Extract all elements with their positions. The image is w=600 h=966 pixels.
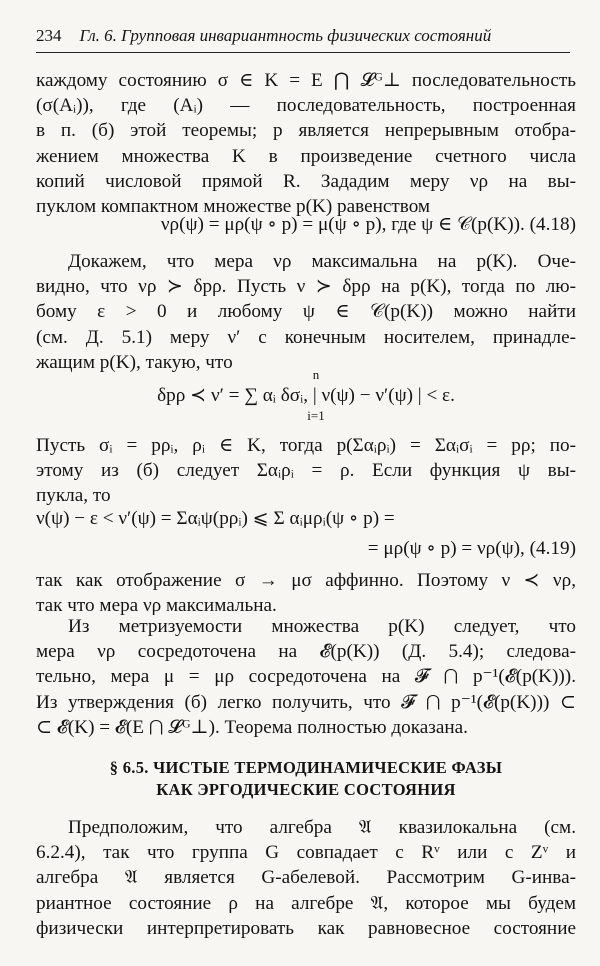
text-line: в п. (б) этой теоремы; p является непрерывным отобра- bbox=[36, 120, 576, 142]
text-line: пукла, то bbox=[36, 485, 111, 507]
text-line: Докажем, что мера νρ максимальна на p(K). Оче- bbox=[68, 251, 576, 272]
text-line: жащим p(K), такую, что bbox=[36, 351, 233, 373]
running-header bbox=[36, 26, 570, 46]
text-line: видно, что νρ ≻ δpρ. Пусть ν ≻ δpρ на p(K), тогда по лю- bbox=[36, 276, 576, 298]
sum-upper-limit: n bbox=[312, 367, 320, 382]
text-line: так что мера νρ максимальна. bbox=[36, 595, 277, 617]
paragraph-5 bbox=[36, 614, 576, 740]
text-line: физически интерпретировать как равновесное состояние bbox=[36, 917, 576, 939]
text-line: риантное состояние ρ на алгебре 𝔄, которое мы будем bbox=[36, 892, 576, 914]
text-line: (см. Д. 5.1) меру ν′ с конечным носителем, принадле- bbox=[36, 326, 576, 348]
text-line: ⊂ 𝓔(K) = 𝓔(E ⋂ 𝓛ᴳ⊥). Теорема полностью доказана. bbox=[36, 716, 468, 738]
page-number: 234 bbox=[36, 26, 62, 45]
text-line: Предположим, что алгебра 𝔄 квазилокальна (см. bbox=[68, 817, 576, 838]
text-line: так как отображение σ → μσ аффинно. Поэтому ν ≺ νρ, bbox=[36, 570, 576, 591]
header-rule bbox=[36, 52, 570, 53]
formula: νρ(ψ) = μρ(ψ ∘ p) = μ(ψ ∘ p), где ψ ∈ 𝒞(p(K)). (4.18) bbox=[160, 214, 576, 235]
text-line: Из метризуемости множества p(K) следует, что bbox=[68, 616, 576, 637]
formula: δpρ ≺ ν′ = ∑ αᵢ δσᵢ, | ν(ψ) − ν′(ψ) | < ε. bbox=[157, 385, 455, 406]
equation-4-18 bbox=[36, 212, 576, 238]
text-line: мера νρ сосредоточена на 𝓔(p(K)) (Д. 5.4); следова- bbox=[36, 641, 576, 663]
text-line: пуклом компактном множестве p(K) равенством bbox=[36, 195, 431, 217]
text-line: жением множества K в произведение счетного числа bbox=[36, 145, 576, 167]
paragraph-2 bbox=[36, 249, 576, 375]
text-line: (σ(Aᵢ)), где (Aᵢ) — последовательность, построенная bbox=[36, 95, 576, 117]
paragraph-1 bbox=[36, 68, 576, 219]
equation-4-19 bbox=[36, 506, 576, 562]
paragraph-3 bbox=[36, 433, 576, 509]
section-heading-line: § 6.5. ЧИСТЫЕ ТЕРМОДИНАМИЧЕСКИЕ ФАЗЫ bbox=[109, 758, 503, 777]
sum-formula bbox=[36, 383, 576, 409]
text-line: Из утверждения (б) легко получить, что 𝓕 ⋂ p⁻¹(𝓔(p(K))) ⊂ bbox=[36, 691, 576, 713]
running-title: Гл. 6. Групповая инвариантность физических состояний bbox=[79, 26, 492, 45]
text-line: каждому состоянию σ ∈ K = E ⋂ 𝓛ᴳ⊥ последовательность bbox=[36, 70, 576, 91]
text-line: бому ε > 0 и любому ψ ∈ 𝒞(p(K)) можно найти bbox=[36, 301, 576, 323]
section-heading bbox=[36, 757, 576, 801]
text-line: копий числовой прямой R. Зададим меру νρ на вы- bbox=[36, 170, 576, 192]
section-heading-line: КАК ЭРГОДИЧЕСКИЕ СОСТОЯНИЯ bbox=[156, 780, 456, 799]
text-line: Пусть σᵢ = pρᵢ, ρᵢ ∈ K, тогда p(Σαᵢρᵢ) = Σαᵢσᵢ = pρ; по- bbox=[36, 435, 576, 456]
formula: = μρ(ψ ∘ p) = νρ(ψ), (4.19) bbox=[367, 538, 576, 559]
text-line: этому из (б) следует Σαᵢρᵢ = ρ. Если функция ψ вы- bbox=[36, 460, 576, 482]
paragraph-6 bbox=[36, 815, 576, 941]
sum-lower-limit: i=1 bbox=[307, 408, 325, 423]
text-line: алгебра 𝔄 является G-абелевой. Рассмотрим G-инва- bbox=[36, 867, 576, 889]
formula: ν(ψ) − ε < ν′(ψ) = Σαᵢψ(pρᵢ) ⩽ Σ αᵢμρᵢ(ψ ∘ p) = bbox=[36, 508, 395, 529]
text-line: тельно, мера μ = μρ сосредоточена на 𝓕 ⋂ p⁻¹(𝓔(p(K))). bbox=[36, 666, 576, 688]
text-line: 6.2.4), так что группа G совпадает с Rᵛ или с Zᵛ и bbox=[36, 842, 576, 864]
paragraph-4 bbox=[36, 568, 576, 618]
